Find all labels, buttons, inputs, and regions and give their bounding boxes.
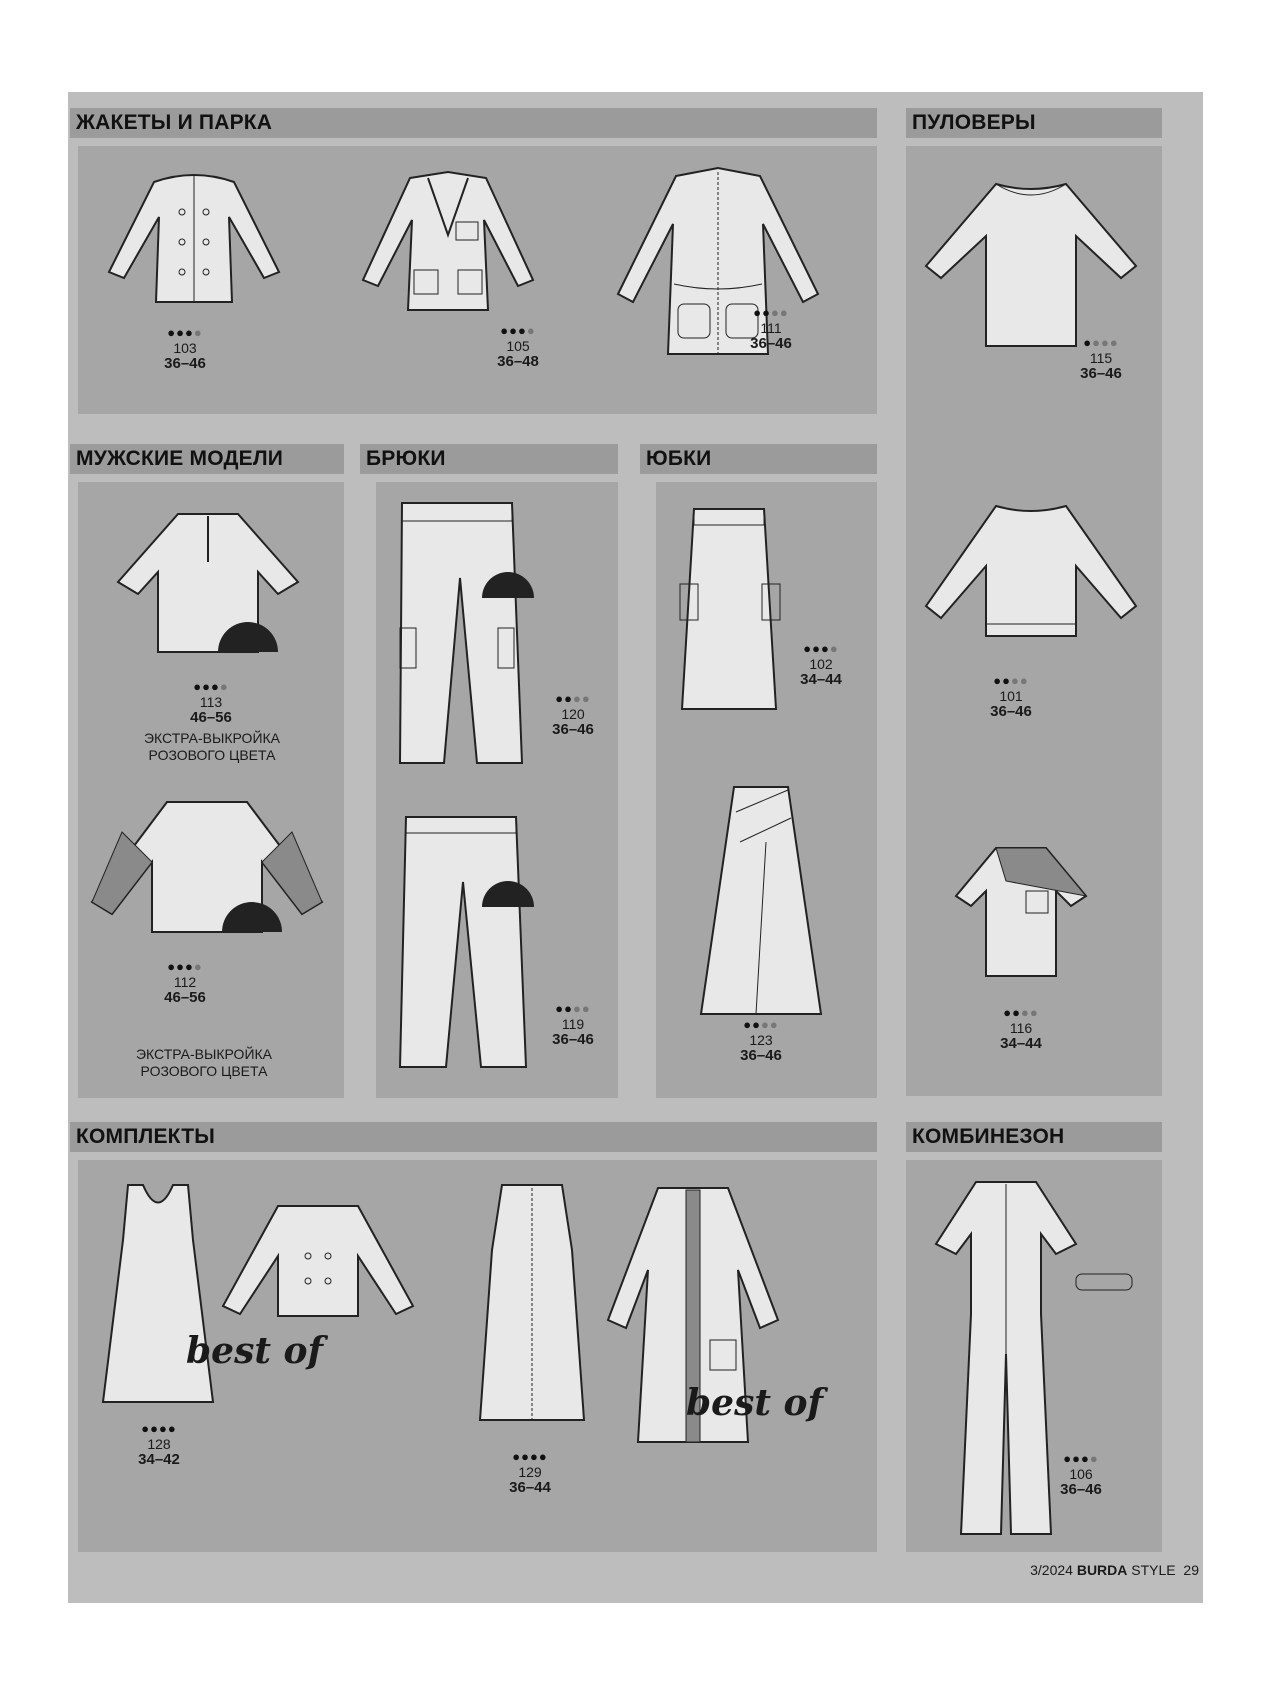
model-number: 120: [561, 706, 585, 722]
model-sizes: 36–46: [740, 1047, 782, 1064]
catalog-page: [68, 92, 1203, 1603]
model-number: 115: [1089, 350, 1113, 366]
model-112-info: [140, 960, 230, 1006]
difficulty-dots: ●●●●: [993, 673, 1029, 688]
difficulty-dots: ●●●●: [193, 679, 229, 694]
trousers-120-drawing: [392, 498, 542, 768]
section-header-trousers: [360, 444, 618, 474]
section-title: БРЮКИ: [366, 447, 446, 470]
model-101[interactable]: [916, 496, 1146, 646]
section-header-jackets: [70, 108, 877, 138]
page-number: 29: [1183, 1562, 1199, 1578]
jacket-128-drawing: [218, 1196, 418, 1336]
section-title: ПУЛОВЕРЫ: [912, 111, 1036, 134]
model-129-info: [485, 1450, 575, 1496]
sweater-112-drawing: [82, 792, 332, 942]
model-128-info: [114, 1422, 204, 1468]
model-120[interactable]: [392, 498, 542, 768]
dress-129-drawing: [472, 1180, 592, 1430]
model-103[interactable]: [94, 162, 294, 312]
section-pullovers: [906, 146, 1162, 1096]
difficulty-dots: ●●●●: [1003, 1005, 1039, 1020]
section-jackets: [78, 146, 877, 414]
model-119[interactable]: [386, 812, 546, 1072]
model-116[interactable]: [946, 836, 1096, 986]
section-jumpsuit: [906, 1160, 1162, 1552]
model-115-info: [1056, 336, 1146, 382]
model-sizes: 36–46: [990, 703, 1032, 720]
model-number: 123: [749, 1032, 773, 1048]
model-sizes: 36–46: [1080, 365, 1122, 382]
model-number: 129: [518, 1464, 542, 1480]
section-title: КОМПЛЕКТЫ: [76, 1125, 216, 1148]
difficulty-dots: ●●●●: [803, 641, 839, 656]
difficulty-dots: ●●●●: [167, 959, 203, 974]
section-header-jumpsuit: [906, 1122, 1162, 1152]
model-105-info: [473, 324, 563, 370]
model-number: 119: [561, 1016, 585, 1032]
pullover-115-drawing: [916, 166, 1146, 356]
section-header-mens: [70, 444, 344, 474]
section-sets: [78, 1160, 877, 1552]
model-113[interactable]: [108, 502, 308, 662]
model-120-info: [528, 692, 618, 738]
model-123-info: [716, 1018, 806, 1064]
difficulty-dots: ●●●●: [743, 1017, 779, 1032]
blazer-105-drawing: [348, 160, 548, 320]
section-header-skirts: [640, 444, 877, 474]
model-number: 106: [1069, 1466, 1093, 1482]
skirt-123-drawing: [696, 782, 826, 1022]
model-sizes: 36–48: [497, 353, 539, 370]
section-title: КОМБИНЕЗОН: [912, 1125, 1065, 1148]
shirt-113-drawing: [108, 502, 308, 662]
model-101-info: [966, 674, 1056, 720]
difficulty-dots: ●●●●: [141, 1421, 177, 1436]
difficulty-dots: ●●●●: [512, 1449, 548, 1464]
model-number: 128: [147, 1436, 171, 1452]
section-title: ЮБКИ: [646, 447, 712, 470]
issue-number: 3/2024: [1030, 1562, 1073, 1578]
difficulty-dots: ●●●●: [753, 305, 789, 320]
section-header-pullovers: [906, 108, 1162, 138]
section-title: МУЖСКИЕ МОДЕЛИ: [76, 447, 284, 470]
extra-pattern-note: ЭКСТРА-ВЫКРОЙКА РОЗОВОГО ЦВЕТА: [143, 730, 281, 763]
model-sizes: 46–56: [190, 709, 232, 726]
model-113-info: [166, 680, 256, 726]
model-sizes: 34–42: [138, 1451, 180, 1468]
section-header-sets: [70, 1122, 877, 1152]
difficulty-dots: ●●●●: [1083, 335, 1119, 350]
model-102-info: [776, 642, 866, 688]
skirt-102-drawing: [676, 504, 786, 714]
sweatshirt-101-drawing: [916, 496, 1146, 646]
model-sizes: 34–44: [1000, 1035, 1042, 1052]
model-number: 112: [173, 974, 197, 990]
model-sizes: 36–46: [750, 335, 792, 352]
model-number: 113: [199, 694, 223, 710]
extra-pattern-note: ЭКСТРА-ВЫКРОЙКА РОЗОВОГО ЦВЕТА: [135, 1046, 273, 1079]
best-of-label: best of: [186, 1330, 324, 1372]
difficulty-dots: ●●●●: [167, 325, 203, 340]
model-106-info: [1036, 1452, 1126, 1498]
model-105[interactable]: [348, 160, 548, 320]
model-128-dress[interactable]: [98, 1180, 218, 1410]
brand-name: BURDA: [1076, 1562, 1128, 1578]
model-number: 111: [760, 320, 782, 336]
model-sizes: 46–56: [164, 989, 206, 1006]
model-112[interactable]: [82, 792, 332, 942]
trousers-119-drawing: [386, 812, 546, 1072]
model-102[interactable]: [676, 504, 786, 714]
model-103-info: [140, 326, 230, 372]
section-trousers: [376, 482, 618, 1098]
dress-128-drawing: [98, 1180, 218, 1410]
top-116-drawing: [946, 836, 1096, 986]
model-123[interactable]: [696, 782, 826, 1022]
section-skirts: [656, 482, 877, 1098]
section-title: ЖАКЕТЫ И ПАРКА: [76, 111, 273, 134]
model-sizes: 34–44: [800, 671, 842, 688]
difficulty-dots: ●●●●: [1063, 1451, 1099, 1466]
difficulty-dots: ●●●●: [555, 691, 591, 706]
model-number: 103: [173, 340, 197, 356]
model-115[interactable]: [916, 166, 1146, 356]
model-number: 116: [1009, 1020, 1033, 1036]
model-number: 101: [999, 688, 1023, 704]
model-129-dress[interactable]: [472, 1180, 592, 1430]
model-128-jacket[interactable]: [218, 1196, 418, 1336]
model-116-info: [976, 1006, 1066, 1052]
difficulty-dots: ●●●●: [500, 323, 536, 338]
section-mens: [78, 482, 344, 1098]
model-sizes: 36–46: [164, 355, 206, 372]
brand-suffix: STYLE: [1131, 1562, 1176, 1578]
jacket-103-drawing: [94, 162, 294, 312]
model-sizes: 36–44: [509, 1479, 551, 1496]
model-number: 102: [809, 656, 833, 672]
model-sizes: 36–46: [1060, 1481, 1102, 1498]
difficulty-dots: ●●●●: [555, 1001, 591, 1016]
best-of-label: best of: [686, 1382, 824, 1424]
model-119-info: [528, 1002, 618, 1048]
model-sizes: 36–46: [552, 1031, 594, 1048]
model-sizes: 36–46: [552, 721, 594, 738]
page-footer: [1030, 1562, 1199, 1578]
model-111-info: [726, 306, 816, 352]
model-number: 105: [506, 338, 530, 354]
